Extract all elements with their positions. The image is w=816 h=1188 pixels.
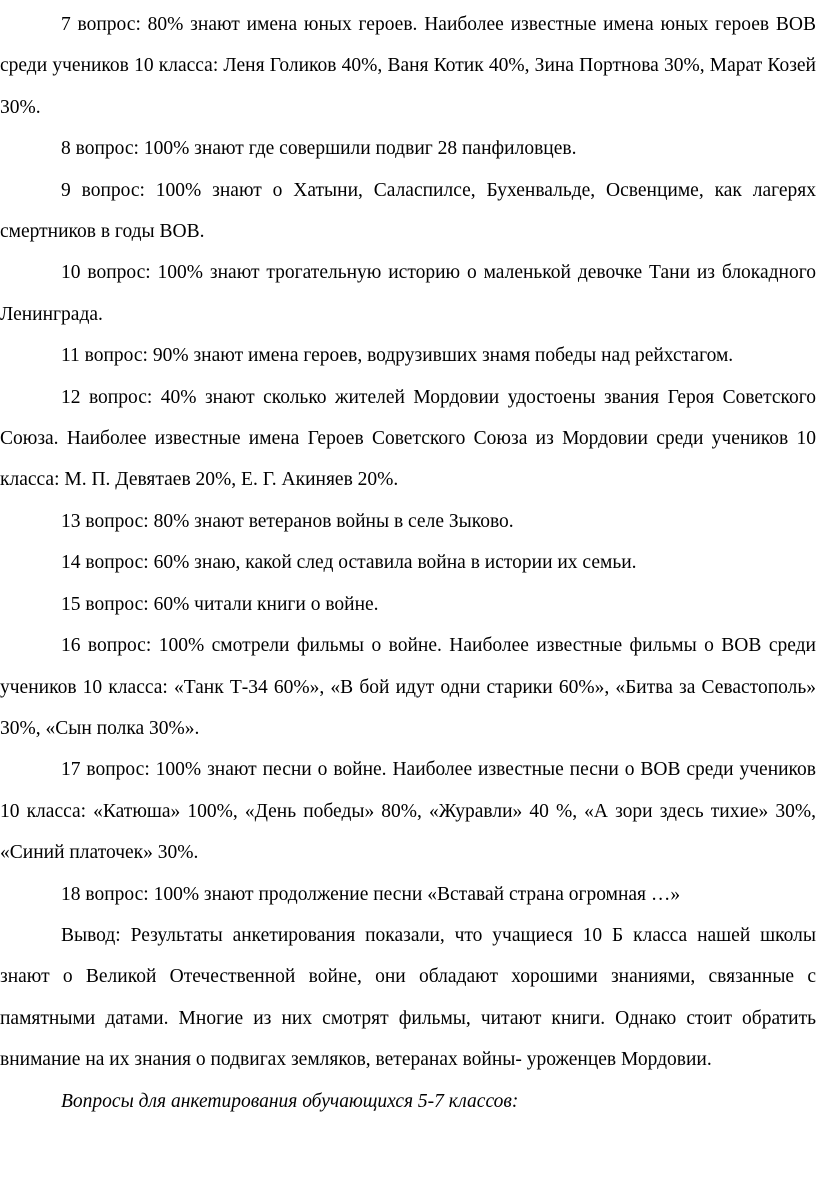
- answer-q7-paragraph: 7 вопрос: 80% знают имена юных героев. Наиболее известные имена юных героев ВОВ среди учеников 10 класса: Леня Голиков 40%, Ваня Котик 40%, Зина Портнова 30%, Марат Козей 30%.: [0, 14, 816, 118]
- answer-q8-paragraph: 8 вопрос: 100% знают где совершили подвиг 28 панфиловцев.: [61, 138, 577, 160]
- questionnaire-heading: Вопросы для анкетирования обучающихся 5-7 классов:: [61, 1090, 519, 1112]
- answer-q18-paragraph: 18 вопрос: 100% знают продолжение песни «Вставай страна огромная …»: [61, 883, 681, 905]
- answer-q14-paragraph: 14 вопрос: 60% знаю, какой след оставила война в истории их семьи.: [61, 552, 637, 574]
- answer-q12-paragraph: 12 вопрос: 40% знают сколько жителей Мордовии удостоены звания Героя Советского Союза. Наиболее известные имена Героев Советского Союза из Мордовии среди учеников 10 класса: М. П. Девятаев 20%, Е. Г. Акиняев 20%.: [0, 386, 816, 491]
- answer-q10-paragraph: 10 вопрос: 100% знают трогательную историю о маленькой девочке Тани из блокадного Ленинграда.: [0, 262, 816, 325]
- answer-q11-paragraph: 11 вопрос: 90% знают имена героев, водрузивших знамя победы над рейхстагом.: [61, 345, 734, 367]
- answer-q15-paragraph: 15 вопрос: 60% читали книги о войне.: [61, 593, 379, 615]
- answer-q16-paragraph: 16 вопрос: 100% смотрели фильмы о войне. Наиболее известные фильмы о ВОВ среди учеников 10 класса: «Танк Т-34 60%», «В бой идут одни старики 60%», «Битва за Севастополь» 30%, «Сын полка 30%».: [0, 635, 816, 739]
- answer-q13-paragraph: 13 вопрос: 80% знают ветеранов войны в селе Зыково.: [61, 510, 514, 532]
- conclusion-paragraph: Вывод: Результаты анкетирования показали, что учащиеся 10 Б класса нашей школы знают о Великой Отечественной войне, они обладают хорошими знаниями, связанные с памятными датами. Многие из них смотрят фильмы, читают книги. Однако стоит обратить внимание на их знания о подвигах земляков, ветеранах войны- уроженцев Мордовии.: [0, 924, 816, 1071]
- answer-q9-paragraph: 9 вопрос: 100% знают о Хатыни, Саласпилсе, Бухенвальде, Освенциме, как лагерях смертников в годы ВОВ.: [0, 179, 816, 243]
- answer-q17-paragraph: 17 вопрос: 100% знают песни о войне. Наиболее известные песни о ВОВ среди учеников 10 класса: «Катюша» 100%, «День победы» 80%, «Журавли» 40 %, «А зори здесь тихие» 30%, «Синий платочек» 30%.: [0, 759, 816, 864]
